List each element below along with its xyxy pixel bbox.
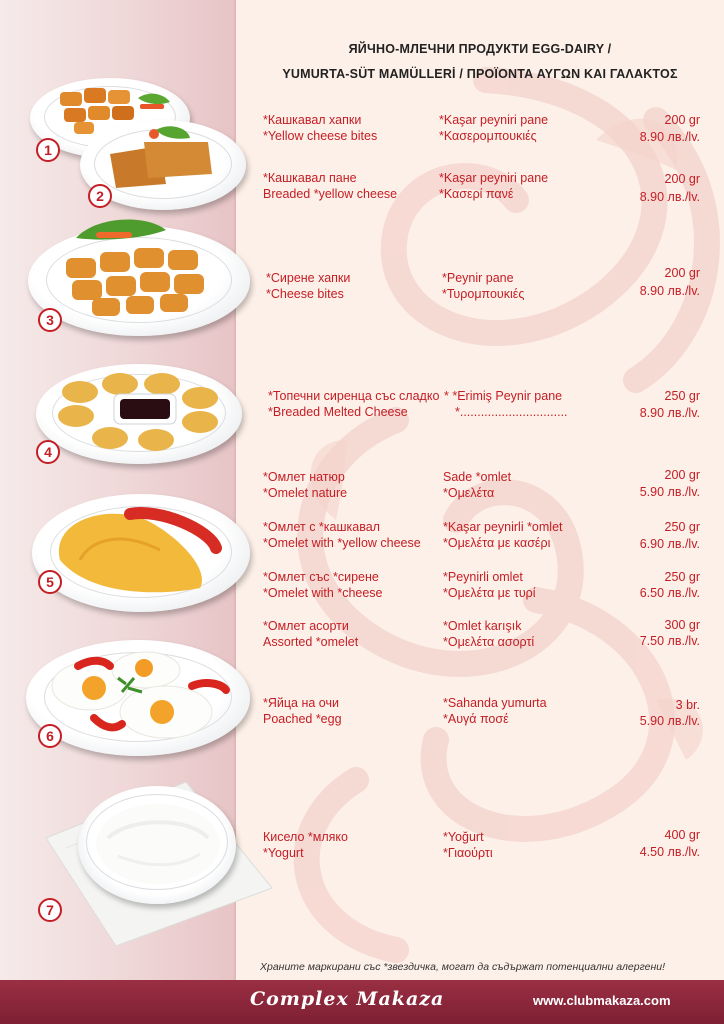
item-name-bg: *Омлет асорти xyxy=(263,619,349,633)
item-name-gr: *Ομελέτα xyxy=(443,486,495,500)
item-name-en: Assorted *omelet xyxy=(263,635,359,649)
item-name-en: *Omelet with *cheese xyxy=(263,586,383,600)
item-price: 6.90 лв./lv. xyxy=(639,537,700,551)
page-title: ЯЙЧНО-МЛЕЧНИ ПРОДУКТИ EGG-DAIRY / xyxy=(348,42,612,56)
food-cheese-bites-image xyxy=(56,218,236,328)
badge-4: 4 xyxy=(36,440,60,464)
item-price: 7.50 лв./lv. xyxy=(639,634,700,648)
item-name-tr: *Kaşar peyniri pane xyxy=(439,113,549,127)
food-yogurt-image xyxy=(88,798,228,890)
item-name-tr: *Kaşar peyniri pane xyxy=(439,171,549,185)
allergen-note: Храните маркирани със *звездичка, могат да съдържат потенциални алергени! xyxy=(260,961,666,973)
item-price: 8.90 лв./lv. xyxy=(639,130,700,144)
item-name-gr: *............................... xyxy=(455,405,568,419)
item-name-bg: *Кашкавал хапки xyxy=(263,113,362,127)
item-price: 5.90 лв./lv. xyxy=(639,485,700,499)
item-name-gr: *Ομελέτα με τυρί xyxy=(443,586,536,600)
plate-yogurt-bowl-image xyxy=(78,786,236,904)
item-name-bg: *Яйца на очи xyxy=(263,696,339,710)
item-price: 6.50 лв./lv. xyxy=(639,586,700,600)
item-quantity: 200 gr xyxy=(664,172,700,186)
item-name-gr: *Αυγά ποσέ xyxy=(443,712,509,726)
item-name-tr: Sade *omlet xyxy=(443,470,512,484)
item-price: 8.90 лв./lv. xyxy=(639,284,700,298)
item-name-tr: *Yoğurt xyxy=(443,830,484,844)
item-name-bg: *Омлет с *кашкавал xyxy=(263,520,380,534)
item-name-bg: *Кашкавал пане xyxy=(263,171,357,185)
item-name-en: Breaded *yellow cheese xyxy=(263,187,398,201)
item-name-tr: *Sahanda yumurta xyxy=(443,696,547,710)
badge-3: 3 xyxy=(38,308,62,332)
plate-omelet-image xyxy=(32,494,250,612)
item-name-gr: *Γιαούρτι xyxy=(443,846,493,860)
item-name-bg: *Омлет натюр xyxy=(263,470,345,484)
item-name-tr: *Kaşar peynirli *omlet xyxy=(443,520,563,534)
item-name-en: *Breaded Melted Cheese xyxy=(268,405,408,419)
item-name-tr: *Omlet karışık xyxy=(443,619,522,633)
item-name-bg: Кисело *мляко xyxy=(263,830,348,844)
item-name-tr: * *Erimiş Peynir pane xyxy=(444,389,563,403)
item-price: 4.50 лв./lv. xyxy=(639,845,700,859)
item-name-gr: *Τυρομπουκιές xyxy=(442,287,525,301)
item-name-gr: *Ομελέτα ασορτί xyxy=(443,635,535,649)
item-quantity: 3 br. xyxy=(675,698,700,712)
item-name-tr: *Peynirli omlet xyxy=(443,570,523,584)
item-quantity: 300 gr xyxy=(664,618,700,632)
item-name-en: *Omelet nature xyxy=(263,486,348,500)
item-name-en: Poached *egg xyxy=(263,712,342,726)
item-price: 8.90 лв./lv. xyxy=(639,406,700,420)
item-name-gr: *Κασερομπουκιές xyxy=(439,129,537,143)
food-breaded-yellow-cheese-image xyxy=(104,124,234,194)
badge-5: 5 xyxy=(38,570,62,594)
footer-brand: Complex Makaza xyxy=(250,988,445,1010)
item-name-gr: *Κασερί πανέ xyxy=(439,187,514,201)
item-name-tr: *Peynir pane xyxy=(442,271,514,285)
food-breaded-melted-cheese-image xyxy=(50,368,230,458)
item-price: 5.90 лв./lv. xyxy=(639,714,700,728)
food-omelet-image xyxy=(50,500,240,600)
item-name-bg: *Сирене хапки xyxy=(266,271,351,285)
badge-2: 2 xyxy=(88,184,112,208)
item-quantity: 400 gr xyxy=(664,828,700,842)
item-quantity: 200 gr xyxy=(664,468,700,482)
item-quantity: 250 gr xyxy=(664,520,700,534)
badge-6: 6 xyxy=(38,724,62,748)
item-quantity: 200 gr xyxy=(664,113,700,127)
item-quantity: 200 gr xyxy=(664,266,700,280)
item-name-gr: *Ομελέτα με κασέρι xyxy=(443,536,551,550)
item-name-en: *Omelet with *yellow cheese xyxy=(263,536,421,550)
item-name-bg: *Омлет със *сирене xyxy=(263,570,379,584)
food-poached-egg-image xyxy=(42,648,242,748)
item-price: 8.90 лв./lv. xyxy=(639,190,700,204)
item-quantity: 250 gr xyxy=(664,389,700,403)
item-name-en: *Yellow cheese bites xyxy=(263,129,378,143)
page-subtitle: YUMURTA-SÜT MAMÜLLERİ / ΠΡΟΪΟΝΤΑ ΑΥΓΩΝ ΚΑΙ ΓΑΛΑΚΤΟΣ xyxy=(282,67,678,81)
badge-7: 7 xyxy=(38,898,62,922)
footer-website-link[interactable]: www.clubmakaza.com xyxy=(533,993,671,1008)
item-name-en: *Cheese bites xyxy=(266,287,344,301)
item-quantity: 250 gr xyxy=(664,570,700,584)
plate-breaded-melted-cheese-image xyxy=(36,364,242,464)
badge-1: 1 xyxy=(36,138,60,162)
item-name-en: *Yogurt xyxy=(263,846,304,860)
item-name-bg: *Топечни сиренца със сладко xyxy=(268,389,440,403)
